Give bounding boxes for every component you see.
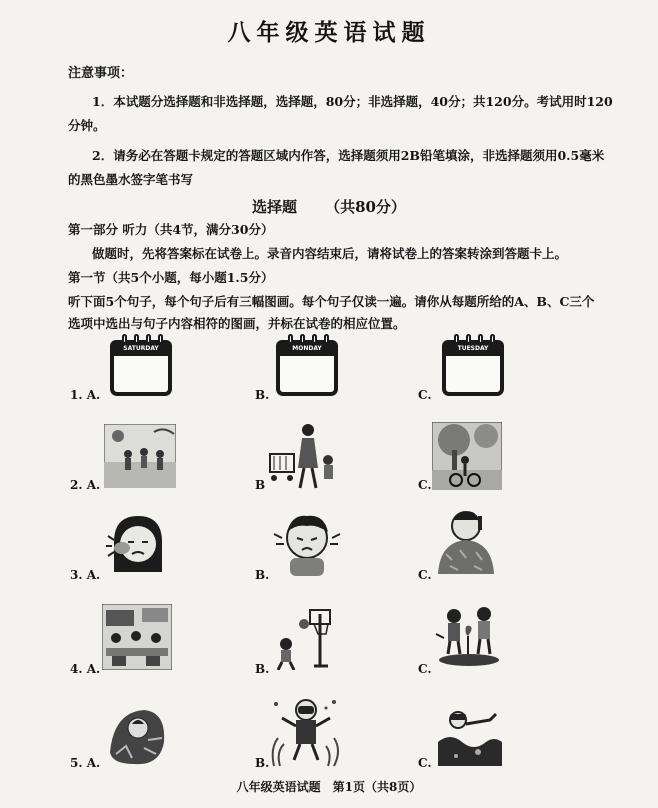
- q2-a-label: 2. A.: [70, 478, 101, 492]
- sub1-heading: 第一节（共5个小题，每小题1.5分）: [68, 270, 274, 285]
- q5-b-label: B.: [255, 756, 270, 770]
- kids-playing-beach-picture[interactable]: [104, 424, 176, 488]
- boy-fever-blanket-picture[interactable]: [432, 508, 498, 578]
- shopping-with-cart-picture[interactable]: [268, 420, 340, 490]
- kids-planting-trees-picture[interactable]: [434, 604, 504, 668]
- q1-a-label: 1. A.: [70, 388, 101, 402]
- notice-line-1a: 1．本试题分选择题和非选择题，选择题，80分；非选择题，40分；共120分。考试用时120: [92, 94, 613, 109]
- q5-a-label: 5. A.: [70, 756, 101, 770]
- notice-line-2a: 2．请务必在答题卡规定的答题区域内作答，选择题须用2B铅笔填涂，非选择题须用0.5毫米: [92, 148, 605, 163]
- section-name: 选择题: [252, 198, 298, 216]
- page-title: 八年级英语试题: [227, 19, 431, 46]
- q2-b-label: B: [255, 478, 266, 492]
- part1-heading: 第一部分 听力（共4节，满分30分）: [68, 222, 274, 237]
- sub1-text-2: 选项中选出与句子内容相符的图画，并标在试卷的相应位置。: [68, 316, 406, 331]
- section-points: （共80分）: [325, 198, 406, 216]
- page-footer: [0, 778, 658, 795]
- q1-c-label: C.: [418, 388, 432, 402]
- q2-c-label: C.: [418, 478, 432, 492]
- q3-a-label: 3. A.: [70, 568, 101, 582]
- calendar-tuesday-icon[interactable]: [442, 340, 504, 396]
- calendar-day-label: TUESDAY: [442, 340, 504, 356]
- q3-c-label: C.: [418, 568, 432, 582]
- calendar-saturday-icon[interactable]: [110, 340, 172, 396]
- part1-instruction: 做题时，先将答案标在试卷上。录音内容结束后，请将试卷上的答案转涂到答题卡上。: [92, 246, 568, 261]
- sub1-text-1: 听下面5个句子，每个句子后有三幅图画。每个句子仅读一遍。请你从每题所给的A、B、C三个: [68, 294, 595, 309]
- notice-line-1b: 分钟。: [68, 118, 106, 133]
- riding-bicycle-park-picture[interactable]: [432, 422, 502, 490]
- q4-c-label: C.: [418, 662, 432, 676]
- q4-b-label: B.: [255, 662, 270, 676]
- calendar-day-label: SATURDAY: [110, 340, 172, 356]
- playing-basketball-picture[interactable]: [272, 604, 338, 670]
- girl-toothache-picture[interactable]: [104, 512, 168, 576]
- classroom-students-picture[interactable]: [102, 604, 172, 670]
- q5-c-label: C.: [418, 756, 432, 770]
- footer-page-number: 第1页（共8页）: [332, 780, 422, 794]
- footer-exam-name: 八年级英语试题: [236, 780, 321, 794]
- child-swimming-picture[interactable]: [432, 702, 504, 766]
- section-title: [0, 196, 658, 217]
- notice-heading: 注意事项：: [68, 66, 134, 81]
- calendar-day-label: MONDAY: [276, 340, 338, 356]
- q1-b-label: B.: [255, 388, 270, 402]
- q4-a-label: 4. A.: [70, 662, 101, 676]
- diver-underwater-picture[interactable]: [268, 694, 344, 768]
- boy-headache-picture[interactable]: [272, 512, 342, 576]
- child-windy-leaves-picture[interactable]: [104, 702, 170, 768]
- calendar-monday-icon[interactable]: [276, 340, 338, 396]
- q3-b-label: B.: [255, 568, 270, 582]
- notice-line-2b: 的黑色墨水签字笔书写: [68, 172, 194, 187]
